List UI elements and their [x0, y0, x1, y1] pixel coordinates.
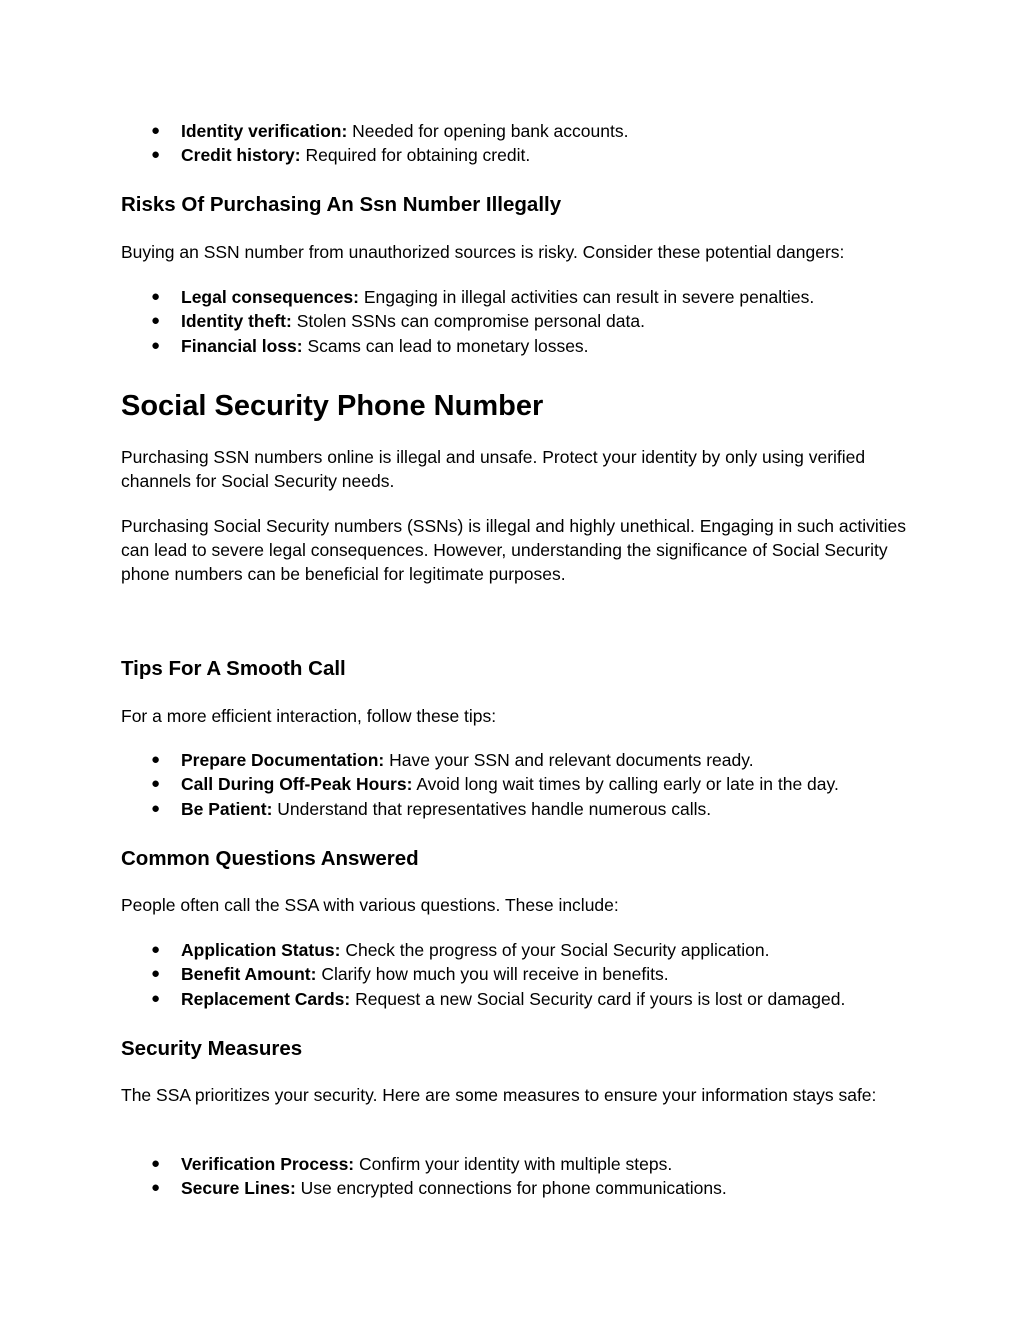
phone-paragraph-1: Purchasing SSN numbers online is illegal and unsafe. Protect your identity by only using verified channels for Social Security needs. [121, 447, 866, 491]
risks-intro: Buying an SSN number from unauthorized sources is risky. Consider these potential dangers: [121, 242, 845, 262]
questions-bullet-list [121, 938, 911, 1011]
phone-heading: Social Security Phone Number [121, 390, 544, 422]
list-item: ● Call During Off-Peak Hours: Avoid long wait times by calling early or late in the day. [151, 774, 839, 795]
list-item: ● Replacement Cards: Request a new Social Security card if yours is lost or damaged. [151, 988, 846, 1009]
list-item: ● Credit history: Required for obtaining credit. [151, 145, 531, 166]
list-item: ● Prepare Documentation: Have your SSN and relevant documents ready. [151, 750, 754, 770]
list-item: ● Verification Process: Confirm your identity with multiple steps. [151, 1154, 673, 1174]
list-item: ● Identity verification: Needed for opening bank accounts. [151, 121, 629, 141]
security-intro: The SSA prioritizes your security. Here are some measures to ensure your information stays safe: [121, 1085, 877, 1105]
questions-heading: Common Questions Answered [121, 847, 419, 870]
list-item: ● Benefit Amount: Clarify how much you will receive in benefits. [151, 964, 669, 985]
list-item: ● Be Patient: Understand that representatives handle numerous calls. [151, 798, 712, 819]
list-item: ● Identity theft: Stolen SSNs can compromise personal data. [151, 311, 645, 332]
security-heading: Security Measures [121, 1037, 303, 1060]
tips-bullet-list [121, 748, 911, 821]
list-item: ● Secure Lines: Use encrypted connections for phone communications. [151, 1178, 727, 1199]
questions-intro: People often call the SSA with various questions. These include: [121, 895, 619, 915]
risks-bullet-list [121, 285, 911, 358]
phone-paragraph-2: Purchasing Social Security numbers (SSNs) is illegal and highly unethical. Engaging in such activities can lead to severe legal consequences. However, understanding the significance of Social Security phone numbers can be beneficial for legitimate purposes. [121, 516, 906, 584]
tips-intro: For a more efficient interaction, follow these tips: [121, 706, 497, 726]
tips-heading: Tips For A Smooth Call [121, 657, 346, 680]
intro-bullet-list [121, 119, 911, 168]
list-item: ● Financial loss: Scams can lead to monetary losses. [151, 335, 589, 356]
list-item: ● Legal consequences: Engaging in illegal activities can result in severe penalties. [151, 287, 815, 307]
list-item: ● Application Status: Check the progress of your Social Security application. [151, 940, 770, 960]
security-bullet-list [121, 1152, 911, 1201]
risks-heading: Risks Of Purchasing An Ssn Number Illegally [121, 193, 562, 216]
